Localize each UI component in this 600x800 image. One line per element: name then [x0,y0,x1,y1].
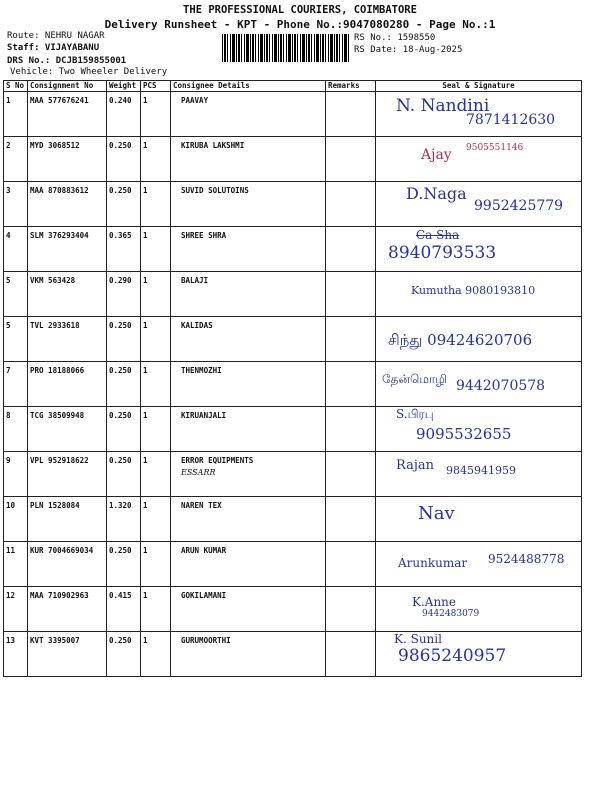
signature-cell [376,497,582,542]
table-row [4,542,582,587]
consignee-cell: KIRUANJALI [171,407,326,452]
handwritten-signature: Arunkumar [398,556,468,570]
table-row [4,182,582,227]
remarks-cell [326,497,376,542]
table-row [4,92,582,137]
sno-cell: 8 [4,407,28,452]
remarks-cell [326,182,376,227]
handwritten-signature: K. Sunil [394,632,442,646]
route-label: Route: NEHRU NAGAR [7,31,105,41]
pcs-cell: 1 [141,137,171,182]
handwritten-phone: 9505551146 [466,143,524,153]
handwritten-signature: D.Naga [406,184,467,203]
consignment-cell: MYD 3068512 [28,137,107,182]
table-row [4,452,582,497]
handwritten-signature: Kumutha 9080193810 [411,284,536,297]
consignee-cell: KIRUBA LAKSHMI [171,137,326,182]
col-header: Seal & Signature [376,81,582,92]
consignee-handwritten-correction: ESSARR [181,468,216,477]
remarks-cell [326,92,376,137]
consignment-cell: MAA 870883612 [28,182,107,227]
staff-label: Staff: VIJAYABANU [7,43,100,53]
sno-cell: 9 [4,452,28,497]
col-header: Remarks [326,81,376,92]
table-row [4,587,582,632]
weight-cell: 0.250 [107,317,141,362]
pcs-cell: 1 [141,632,171,677]
consignment-cell: KUR 7004669034 [28,542,107,587]
signature-cell [376,182,582,227]
table-row [4,137,582,182]
consignee-cell: SUVID SOLUTOINS [171,182,326,227]
sno-cell: 1 [4,92,28,137]
weight-cell: 0.415 [107,587,141,632]
handwritten-phone: 7871412630 [466,112,556,128]
handwritten-phone: 9865240957 [398,646,507,666]
weight-cell: 0.250 [107,632,141,677]
consignment-cell: MAA 577676241 [28,92,107,137]
pcs-cell: 1 [141,362,171,407]
weight-cell: 0.250 [107,542,141,587]
consignment-cell: TCG 38509948 [28,407,107,452]
handwritten-signature: K.Anne [412,595,457,609]
consignment-cell: SLM 376293404 [28,227,107,272]
pcs-cell: 1 [141,497,171,542]
handwritten-signature: Ajay [421,147,452,163]
table-row [4,407,582,452]
consignee-cell: GOKILAMANI [171,587,326,632]
sno-cell: 5 [4,272,28,317]
signature-cell [376,362,582,407]
sno-cell: 2 [4,137,28,182]
col-header: S No [4,81,28,92]
consignment-cell: VPL 952918622 [28,452,107,497]
consignee-name: ERROR EQUIPMENTS [181,456,254,465]
weight-cell: 0.240 [107,92,141,137]
handwritten-signature: சிந்து 09424620706 [388,331,533,349]
sno-cell: 13 [4,632,28,677]
signature-cell [376,317,582,362]
rs-date: RS Date: 18-Aug-2025 [354,45,463,55]
table-row [4,272,582,317]
pcs-cell: 1 [141,317,171,362]
drs-label: DRS No.: DCJB159855001 [7,56,127,66]
consignee-cell: SHREE SHRA [171,227,326,272]
handwritten-signature: தேன்மொழி [382,372,448,386]
handwritten-signature: Ca Sha [416,228,460,242]
pcs-cell: 1 [141,227,171,272]
runsheet-subtitle: Delivery Runsheet - KPT - Phone No.:9047080280 - Page No.:1 [104,18,496,31]
remarks-cell [326,272,376,317]
table-row [4,497,582,542]
handwritten-phone: 9845941959 [446,464,516,477]
handwritten-signature: N. Nandini [396,96,490,116]
pcs-cell: 1 [141,92,171,137]
consignment-cell: PRO 18188066 [28,362,107,407]
company-title: THE PROFESSIONAL COURIERS, COIMBATORE [183,4,417,16]
pcs-cell: 1 [141,452,171,497]
sno-cell: 11 [4,542,28,587]
consignment-cell: PLN 1528084 [28,497,107,542]
weight-cell: 1.320 [107,497,141,542]
consignee-cell [171,452,326,497]
col-header: Consignment No [28,81,107,92]
remarks-cell [326,542,376,587]
handwritten-phone: 9524488778 [488,552,565,566]
weight-cell: 0.250 [107,362,141,407]
table-row [4,317,582,362]
signature-cell [376,407,582,452]
consignee-cell: THENMOZHI [171,362,326,407]
table-header-row [4,81,582,92]
remarks-cell [326,587,376,632]
consignment-cell: MAA 710902963 [28,587,107,632]
pcs-cell: 1 [141,407,171,452]
consignee-cell: NAREN TEX [171,497,326,542]
table-row [4,632,582,677]
signature-cell [376,92,582,137]
handwritten-signature: Rajan [396,458,434,473]
barcode [222,34,350,62]
weight-cell: 0.250 [107,452,141,497]
sno-cell: 10 [4,497,28,542]
sno-cell: 4 [4,227,28,272]
consignee-cell: ARUN KUMAR [171,542,326,587]
col-header: PCS [141,81,171,92]
signature-cell [376,587,582,632]
weight-cell: 0.250 [107,137,141,182]
pcs-cell: 1 [141,182,171,227]
table-row [4,362,582,407]
weight-cell: 0.365 [107,227,141,272]
remarks-cell [326,362,376,407]
weight-cell: 0.250 [107,182,141,227]
signature-cell [376,137,582,182]
handwritten-phone: 8940793533 [388,243,497,263]
vehicle-label: Vehicle: Two Wheeler Delivery [10,67,168,77]
signature-cell [376,452,582,497]
consignee-cell: GURUMOORTHI [171,632,326,677]
consignee-cell: BALAJI [171,272,326,317]
remarks-cell [326,317,376,362]
remarks-cell [326,137,376,182]
signature-cell [376,632,582,677]
handwritten-phone: 9095532655 [416,425,512,443]
col-header: Weight [107,81,141,92]
pcs-cell: 1 [141,542,171,587]
consignment-cell: TVL 2933618 [28,317,107,362]
consignment-cell: KVT 3395007 [28,632,107,677]
consignee-cell: PAAVAY [171,92,326,137]
handwritten-phone: 9442070578 [456,378,546,394]
col-header: Consignee Details [171,81,326,92]
remarks-cell [326,452,376,497]
rs-number: RS No.: 1598550 [354,33,436,43]
sno-cell: 3 [4,182,28,227]
remarks-cell [326,227,376,272]
sno-cell: 5 [4,317,28,362]
handwritten-phone: 9952425779 [474,198,564,214]
sno-cell: 12 [4,587,28,632]
handwritten-signature: Nav [418,503,455,524]
consignee-cell: KALIDAS [171,317,326,362]
consignment-cell: VKM 563428 [28,272,107,317]
remarks-cell [326,632,376,677]
pcs-cell: 1 [141,587,171,632]
pcs-cell: 1 [141,272,171,317]
signature-cell [376,542,582,587]
weight-cell: 0.250 [107,407,141,452]
signature-cell [376,227,582,272]
delivery-table [3,80,582,677]
handwritten-phone: 9442483079 [422,609,480,619]
remarks-cell [326,407,376,452]
handwritten-signature: S.பிரபு [396,407,434,421]
sno-cell: 7 [4,362,28,407]
weight-cell: 0.290 [107,272,141,317]
table-row [4,227,582,272]
signature-cell [376,272,582,317]
